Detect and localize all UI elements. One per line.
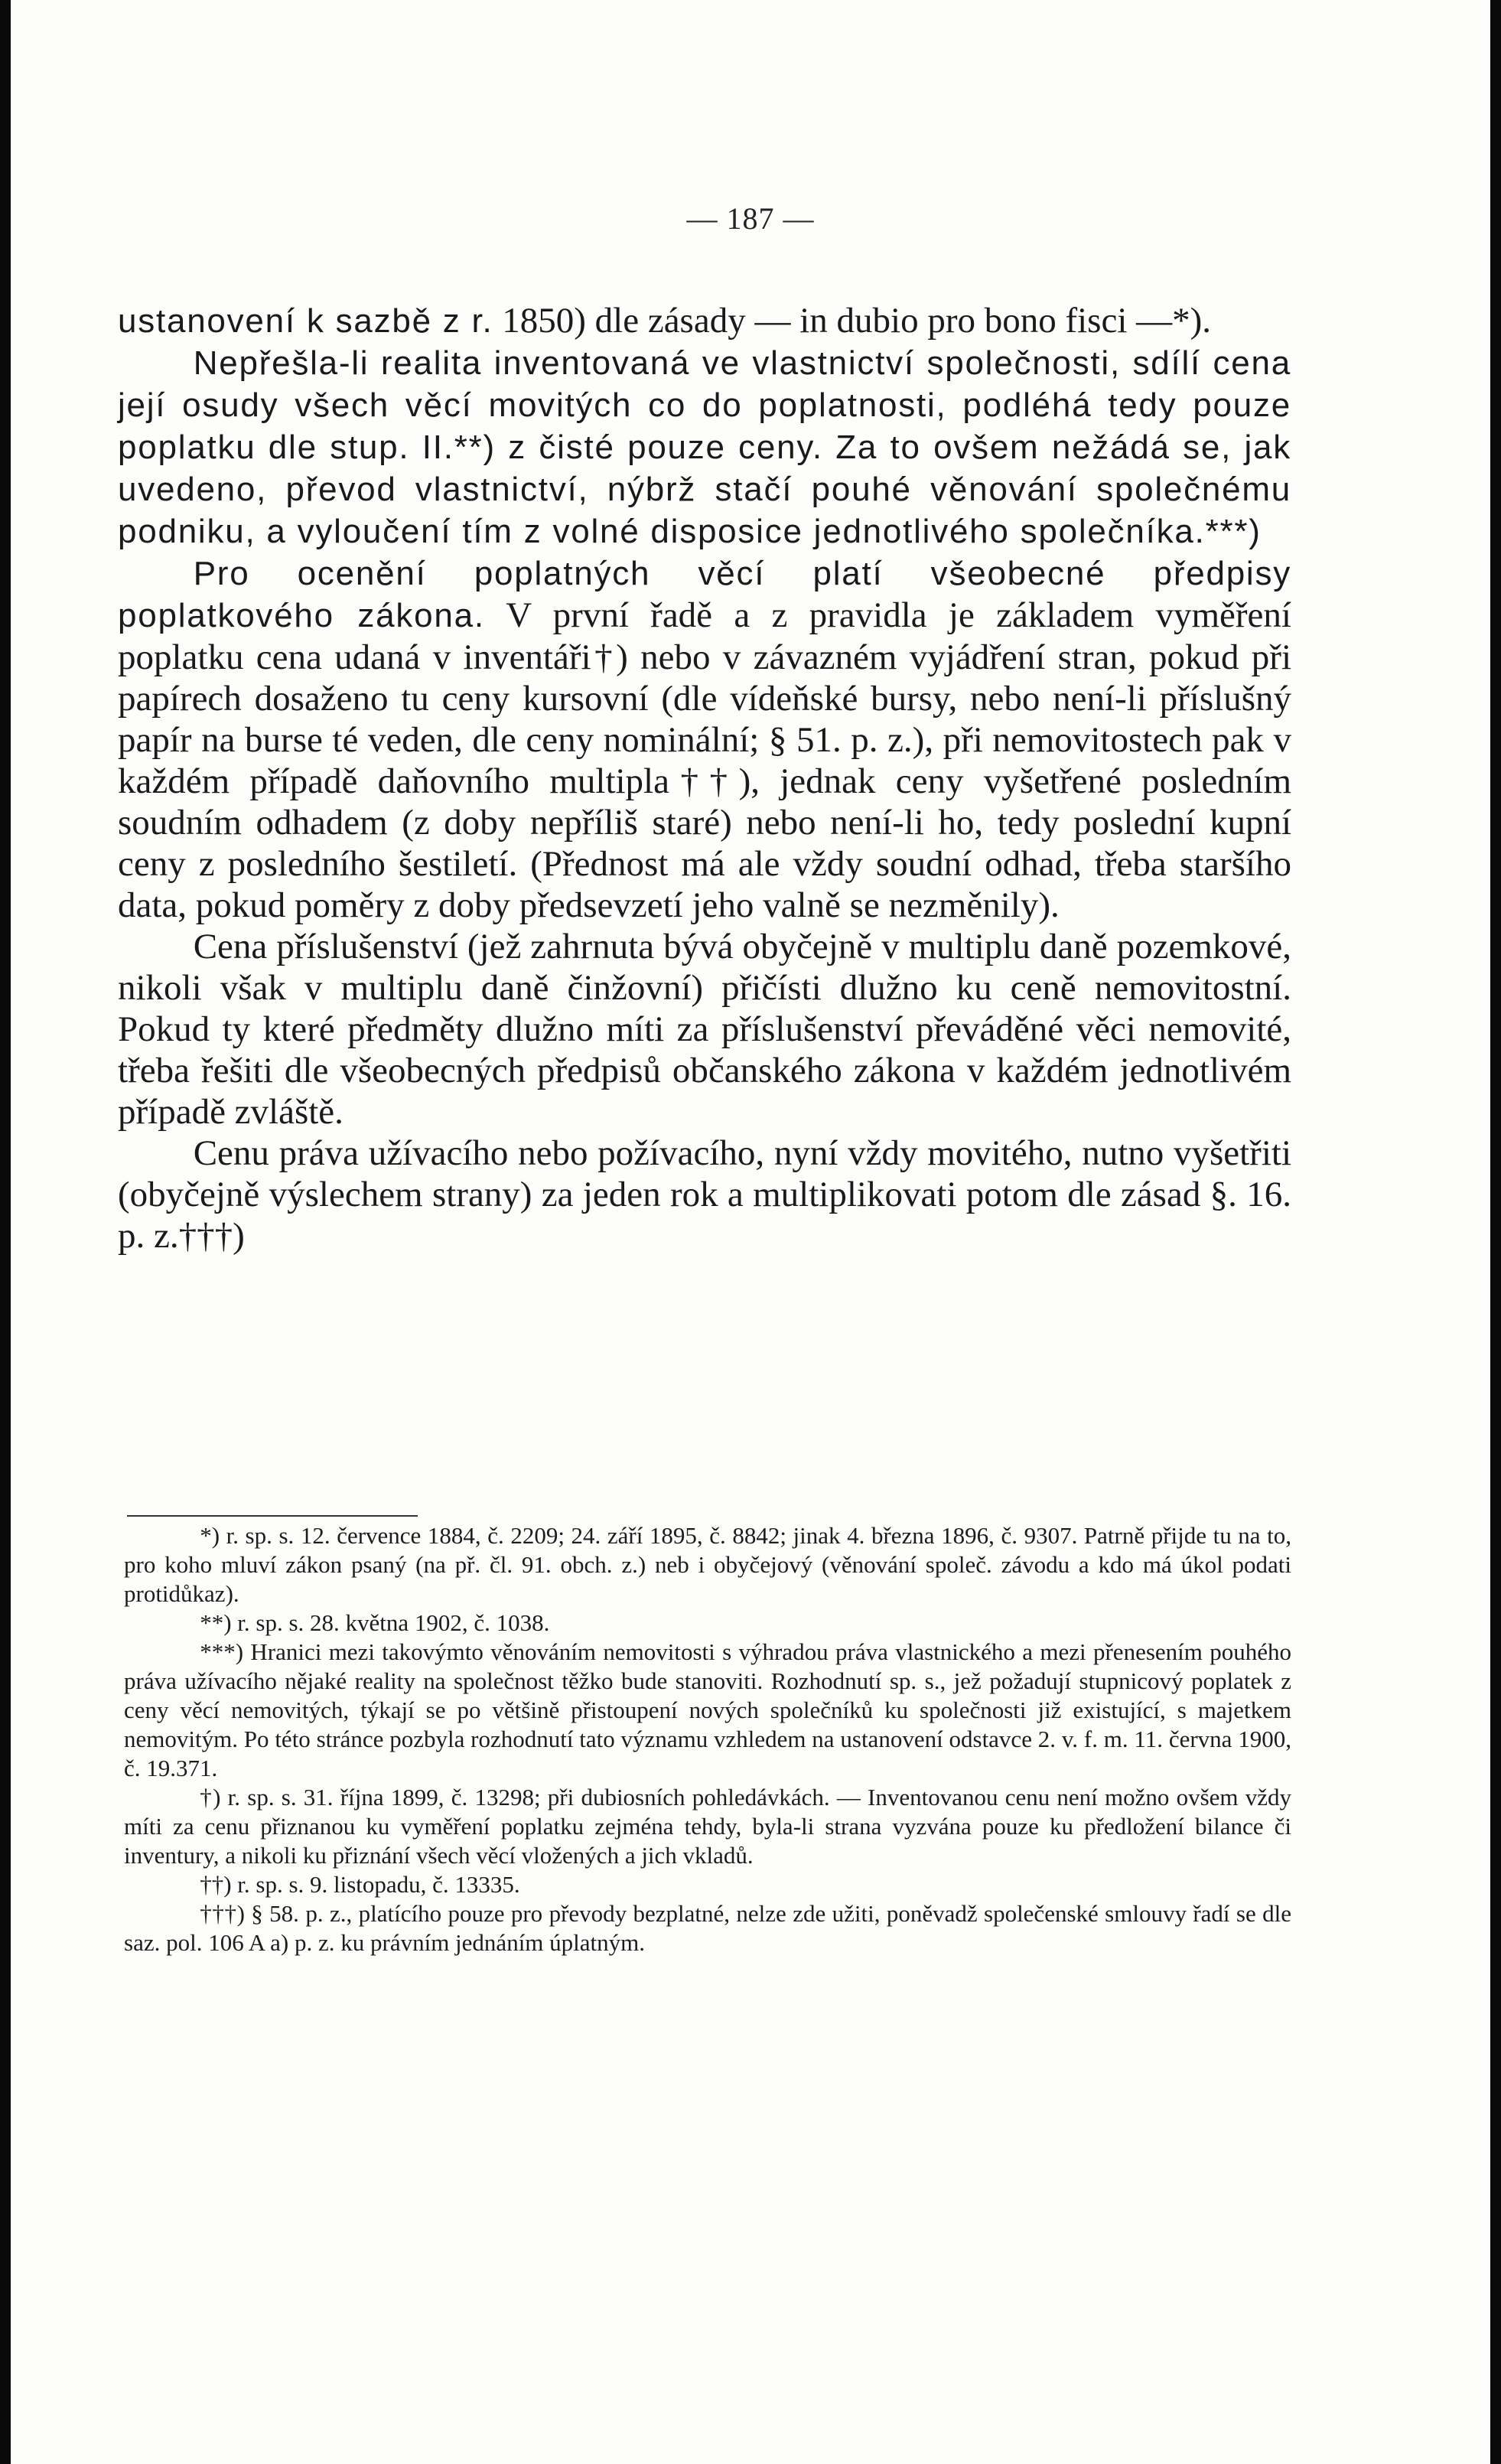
footnote-rule xyxy=(127,1515,418,1517)
page-number: — 187 — xyxy=(686,201,815,236)
footnotes xyxy=(124,1521,1291,1957)
scan-edge-left xyxy=(0,0,11,2464)
spaced-emphasis: čisté xyxy=(539,429,615,466)
text-run: Nepřešla-li realita inventovaná ve vlastnictví společnosti, sdílí xyxy=(193,344,1213,382)
spaced-emphasis: cena xyxy=(1213,344,1291,382)
text-run: V první řadě a z pravidla je základem vyměření poplatku cena udaná v inventáři†) nebo v závazném vyjádření stran, pokud při papírech dosaženo tu ceny kursovní (dle vídeňské bursy, nebo není-li příslušný papír na burse té veden, dle ceny nominální; § 51. p. z.), při nemovitostech pak v každém případě daňovního multipla††), jednak ceny vyšetřené posledním soudním odhadem (z doby nepříliš staré) nebo není-li ho, tedy poslední kupní ceny z posledního šestiletí. (Přednost má ale vždy soudní odhad, třeba staršího data, pokud poměry z doby předsevzetí jeho valně se nezměnily). xyxy=(118,595,1291,925)
main-text xyxy=(118,300,1291,1256)
paragraph xyxy=(118,552,1291,926)
paragraph xyxy=(118,926,1291,1133)
text-run: Cena příslušenství (jež zahrnuta bývá obyčejně v multiplu daně pozemkové, nikoli však v multiplu daně činžovní) přičísti dlužno ku ceně nemovitostní. Pokud ty které předměty dlužno míti za příslušenství převáděné věci nemovité, třeba řešiti dle všeobecných předpisů občanského zákona v každém jednotlivém případě zvláště. xyxy=(118,927,1291,1132)
footnote: ***) Hranici mezi takovýmto věnováním nemovitosti s výhradou práva vlastnického a mezi přenesením pouhého práva užívacího nějaké reality na společnost těžko bude stanoviti. Rozhodnutí sp. s., jež požadují stupnicový poplatek z ceny věcí nemovitých, týkají se po většině přistoupení nových společníků ku společnosti již existující, s majetkem nemovitým. Po této stránce pozbyla rozhodnutí tato významu vzhledem na ustanovení odstavce 2. v. f. m. 11. června 1900, č. 19.371. xyxy=(124,1638,1291,1781)
footnote: **) r. sp. s. 28. května 1902, č. 1038. xyxy=(200,1609,550,1636)
text-run: Cenu práva užívacího nebo požívacího, nyní vždy movitého, nutno vyšetřiti (obyčejně výslechem strany) za jeden rok a multiplikovati potom dle zásad §. 16. p. z.†††) xyxy=(118,1133,1291,1256)
text-run: ustanovení k sazbě z r. xyxy=(118,302,493,340)
paragraph xyxy=(118,1133,1291,1256)
text-run: Pro ocenění poplatných věcí platí všeobecné předpisy poplatkového zákona. xyxy=(118,555,1291,634)
footnote: †) r. sp. s. 31. října 1899, č. 13298; při dubiosních pohledávkách. — Inventovanou cenu není možno ovšem vždy míti za cenu přiznanou ku vyměření poplatku zejména tehdy, byla-li strana vyzvána pouze ku předložení bilance či inventury, a nikoli ku přiznání všech věcí vložených a jich vkladů. xyxy=(124,1784,1291,1869)
footnote: *) r. sp. s. 12. července 1884, č. 2209; 24. září 1895, č. 8842; jinak 4. března 1896, č. 9307. Patrně přijde tu na to, pro koho mluví zákon psaný (na př. čl. 91. obch. z.) neb i obyčejový (věnování společ. závodu a kdo má úkol podati protidůkaz). xyxy=(124,1522,1291,1607)
scan-edge-right xyxy=(1490,0,1501,2464)
paragraph xyxy=(118,300,1291,342)
text-run: 1850) dle zásady — in dubio pro bono fisci —*). xyxy=(493,301,1212,341)
text-run: její osudy všech věcí movitých co do poplatnosti, podléhá tedy pouze poplatku dle stup. II.**) z xyxy=(118,386,1291,466)
paragraph xyxy=(118,342,1291,552)
text-run: pouze ceny. Za to ovšem nežádá se, jak uvedeno, převod vlastnictví, nýbrž stačí pouhé věnování společnému podniku, a vyloučení tím z volné disposice jednotlivého společníka.***) xyxy=(118,429,1292,550)
footnote: ††) r. sp. s. 9. listopadu, č. 13335. xyxy=(200,1871,520,1898)
book-page xyxy=(11,0,1490,2464)
footnote: †††) § 58. p. z., platícího pouze pro převody bezplatné, nelze zde užiti, poněvadž společenské smlouvy řadí se dle saz. pol. 106 A a) p. z. ku právním jednáním úplatným. xyxy=(124,1900,1291,1956)
